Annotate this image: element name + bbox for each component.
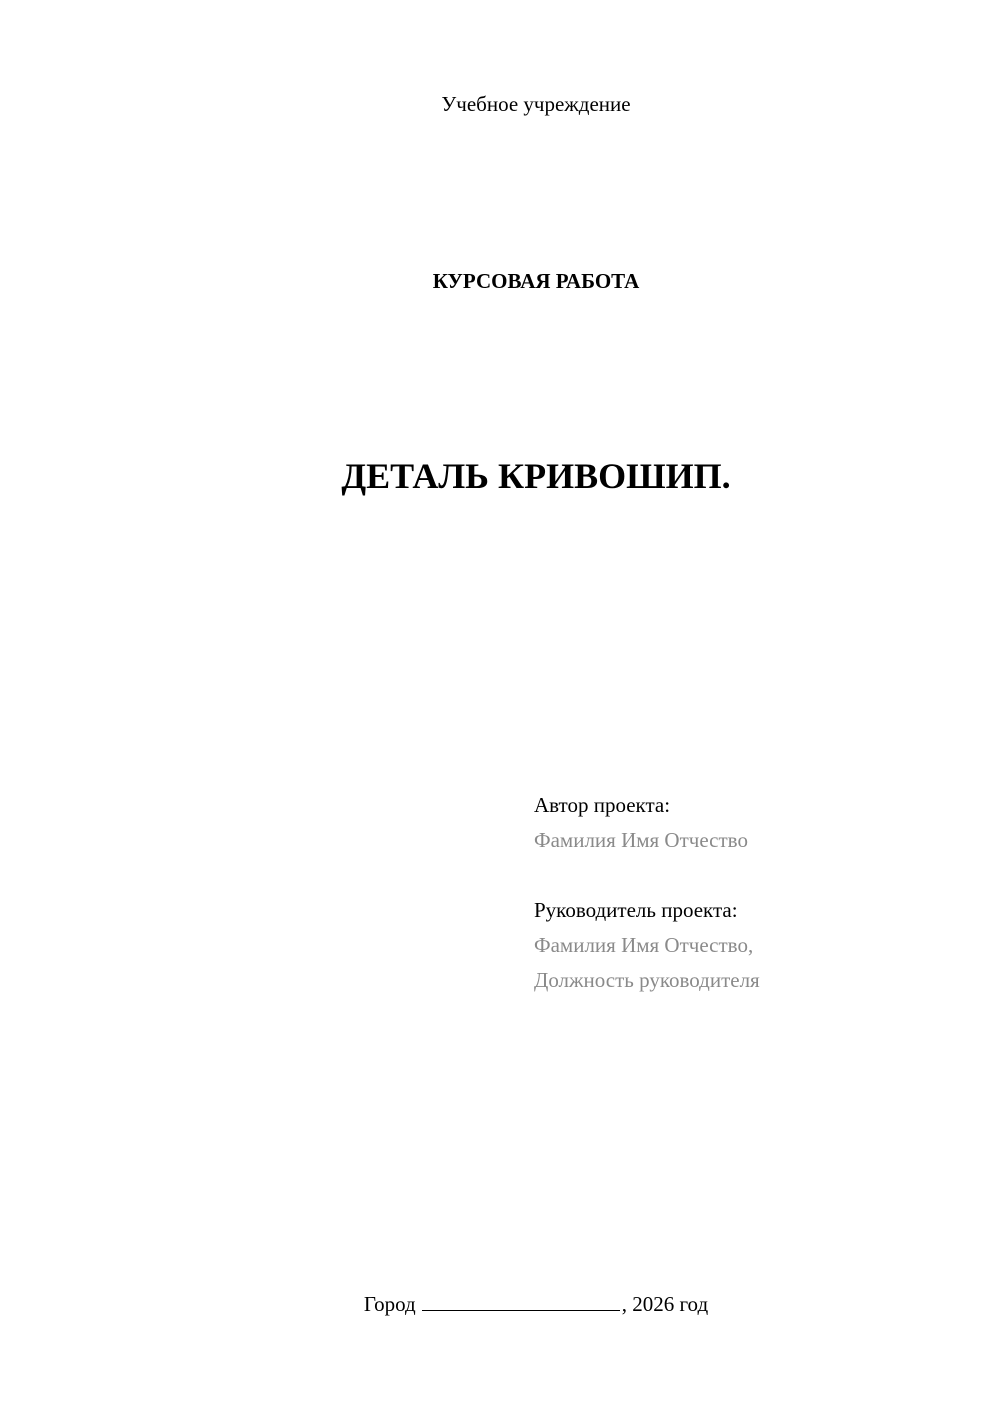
city-year-line	[0, 1291, 1000, 1317]
supervisor-label: Руководитель проекта:	[534, 898, 738, 922]
work-title: ДЕТАЛЬ КРИВОШИП.	[341, 456, 731, 496]
author-label: Автор проекта:	[534, 793, 671, 817]
year-text: , 2026 год	[621, 1292, 709, 1316]
city-label: Город	[363, 1292, 416, 1316]
credits-block	[534, 788, 760, 998]
supervisor-name: Фамилия Имя Отчество,	[534, 933, 754, 957]
author-name: Фамилия Имя Отчество	[534, 828, 748, 852]
credits-spacer	[534, 858, 760, 893]
supervisor-position: Должность руководителя	[534, 968, 760, 992]
institution-name: Учебное учреждение	[441, 92, 631, 116]
work-type-heading: КУРСОВАЯ РАБОТА	[432, 269, 640, 293]
city-blank-line	[422, 1291, 620, 1311]
